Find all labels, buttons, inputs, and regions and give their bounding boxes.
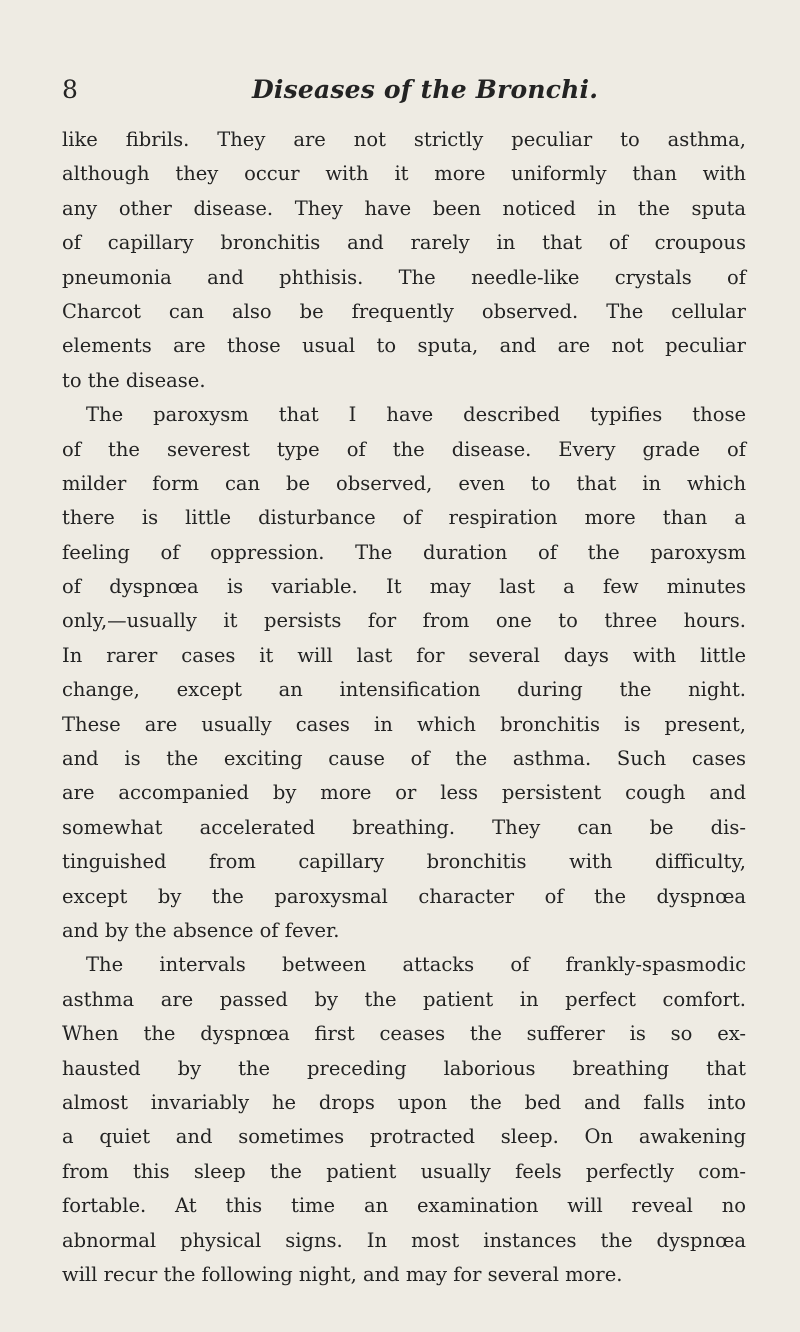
text-line: of the severest type of the disease. Every grade of <box>62 437 746 461</box>
text-line: from this sleep the patient usually feels perfectly com- <box>62 1159 746 1183</box>
text-line: are accompanied by more or less persistent cough and <box>62 781 746 805</box>
text-line: milder form can be observed, even to that in which <box>62 471 746 495</box>
text-line: to the disease. <box>62 368 206 392</box>
text-line: somewhat accelerated breathing. They can be dis- <box>62 815 746 839</box>
page-number: 8 <box>62 75 78 104</box>
text-line: only,—usually it persists for from one to three hours. <box>62 609 746 633</box>
body-text <box>62 123 746 1292</box>
text-line: The paroxysm that I have described typifies those <box>86 403 746 427</box>
text-line: change, except an intensification during the night. <box>62 678 746 702</box>
text-line: will recur the following night, and may for several more. <box>62 1262 623 1286</box>
text-line: Charcot can also be frequently observed. The cellular <box>62 299 746 323</box>
text-line: feeling of oppression. The duration of the paroxysm <box>62 540 746 564</box>
text-line: tinguished from capillary bronchitis with difficulty, <box>62 850 746 874</box>
text-line: any other disease. They have been noticed in the sputa <box>62 196 746 220</box>
text-line: asthma are passed by the patient in perfect comfort. <box>62 987 746 1011</box>
running-title: Diseases of the Bronchi. <box>252 75 599 104</box>
text-line: In rarer cases it will last for several days with little <box>62 643 746 667</box>
text-line: there is little disturbance of respiration more than a <box>62 506 746 530</box>
text-line: almost invariably he drops upon the bed and falls into <box>62 1090 746 1114</box>
text-line: pneumonia and phthisis. The needle-like crystals of <box>62 265 746 289</box>
running-head <box>62 74 742 106</box>
text-line: of dyspnœa is variable. It may last a few minutes <box>62 575 746 599</box>
text-line: abnormal physical signs. In most instances the dyspnœa <box>62 1228 746 1252</box>
text-line: elements are those usual to sputa, and are not peculiar <box>62 334 746 358</box>
text-line: like fibrils. They are not strictly peculiar to asthma, <box>62 128 746 151</box>
text-line: When the dyspnœa first ceases the sufferer is so ex- <box>62 1022 746 1046</box>
text-line: and by the absence of fever. <box>62 918 340 942</box>
text-line: These are usually cases in which bronchitis is present, <box>62 712 746 736</box>
text-line: except by the paroxysmal character of the dyspnœa <box>62 884 746 908</box>
text-line: The intervals between attacks of frankly-spasmodic <box>86 953 746 977</box>
text-line: of capillary bronchitis and rarely in that of croupous <box>62 231 746 255</box>
text-line: and is the exciting cause of the asthma. Such cases <box>62 747 746 771</box>
text-line: fortable. At this time an examination will reveal no <box>62 1194 746 1218</box>
text-line: a quiet and sometimes protracted sleep. On awakening <box>62 1125 746 1149</box>
text-line: hausted by the preceding laborious breathing that <box>62 1056 746 1080</box>
text-line: although they occur with it more uniformly than with <box>62 162 746 186</box>
